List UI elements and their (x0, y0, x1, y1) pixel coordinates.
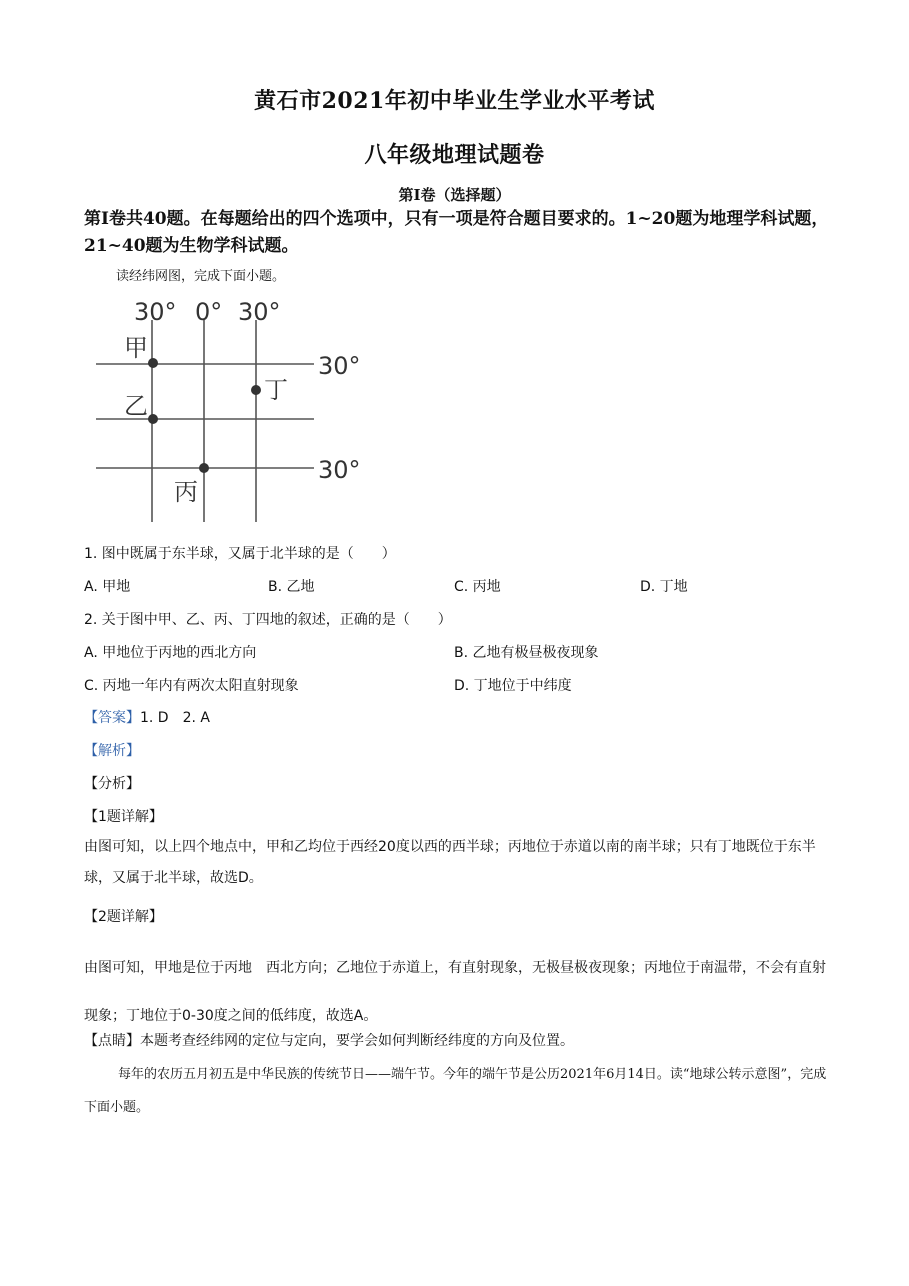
dianjing-line (84, 1030, 574, 1050)
top-label-left: 30° (134, 298, 177, 326)
lat-long-grid-figure (92, 290, 382, 525)
analysis-label: 【解析】 (84, 743, 140, 759)
detail-1-text: 由图可知，以上四个地点中，甲和乙均位于西经20度以西的西半球；丙地位于赤道以南的南半球；只有丁地既位于东半球，又属于北半球，故选D。 (84, 839, 816, 886)
label-yi: 乙 (124, 392, 148, 420)
exam-subtitle: 八年级地理试题卷 (364, 142, 545, 168)
section-instructions: 第I卷共40题。在每题给出的四个选项中，只有一项是符合题目要求的。1~20题为地理学科试题，21~40题为生物学科试题。 (84, 209, 829, 256)
detail-2-label: 【2题详解】 (84, 909, 163, 925)
top-label-center: 0° (195, 298, 223, 326)
question-lead: 读经纬网图，完成下面小题。 (116, 269, 286, 284)
dianjing-label: 【点睛】 (84, 1033, 140, 1049)
label-bing: 丙 (174, 478, 198, 506)
q2-option-b: B. 乙地有极昼极夜现象 (454, 645, 599, 661)
section-title: 第I卷（选择题） (398, 186, 511, 204)
right-label-top: 30° (318, 352, 361, 380)
point-bing (199, 463, 209, 473)
detail-1-label: 【1题详解】 (84, 809, 163, 825)
point-jia (148, 358, 158, 368)
q2-option-c: C. 丙地一年内有两次太阳直射现象 (84, 678, 299, 694)
q1-option-a: A. 甲地 (84, 579, 131, 595)
question-2-stem: 2. 关于图中甲、乙、丙、丁四地的叙述，正确的是（ ） (84, 612, 452, 628)
label-ding: 丁 (264, 376, 288, 404)
q1-option-c: C. 丙地 (454, 579, 501, 595)
q2-option-a: A. 甲地位于丙地的西北方向 (84, 645, 257, 661)
fenxi-label: 【分析】 (84, 776, 140, 792)
answer-text: 1. D 2. A (140, 710, 210, 726)
label-jia: 甲 (124, 334, 148, 362)
point-yi (148, 414, 158, 424)
answer-line (84, 707, 210, 727)
q1-option-d: D. 丁地 (640, 579, 688, 595)
dianjing-text: 本题考查经纬网的定位与定向，要学会如何判断经纬度的方向及位置。 (140, 1033, 574, 1049)
answer-label: 【答案】 (84, 710, 140, 726)
point-ding (251, 385, 261, 395)
next-question-intro: 每年的农历五月初五是中华民族的传统节日——端午节。今年的端午节是公历2021年6月14日。读“地球公转示意图”，完成下面小题。 (84, 1067, 827, 1115)
q1-option-b: B. 乙地 (268, 579, 315, 595)
top-label-right: 30° (238, 298, 281, 326)
exam-title: 黄石市2021年初中毕业生学业水平考试 (254, 88, 655, 114)
right-label-bottom: 30° (318, 456, 361, 484)
question-1-stem: 1. 图中既属于东半球，又属于北半球的是（ ） (84, 546, 396, 562)
q2-option-d: D. 丁地位于中纬度 (454, 678, 572, 694)
detail-2-text: 由图可知，甲地是位于丙地 西北方向；乙地位于赤道上，有直射现象，无极昼极夜现象；丙地位于南温带，不会有直射现象；丁地位于0-30度之间的低纬度，故选A。 (84, 960, 826, 1024)
